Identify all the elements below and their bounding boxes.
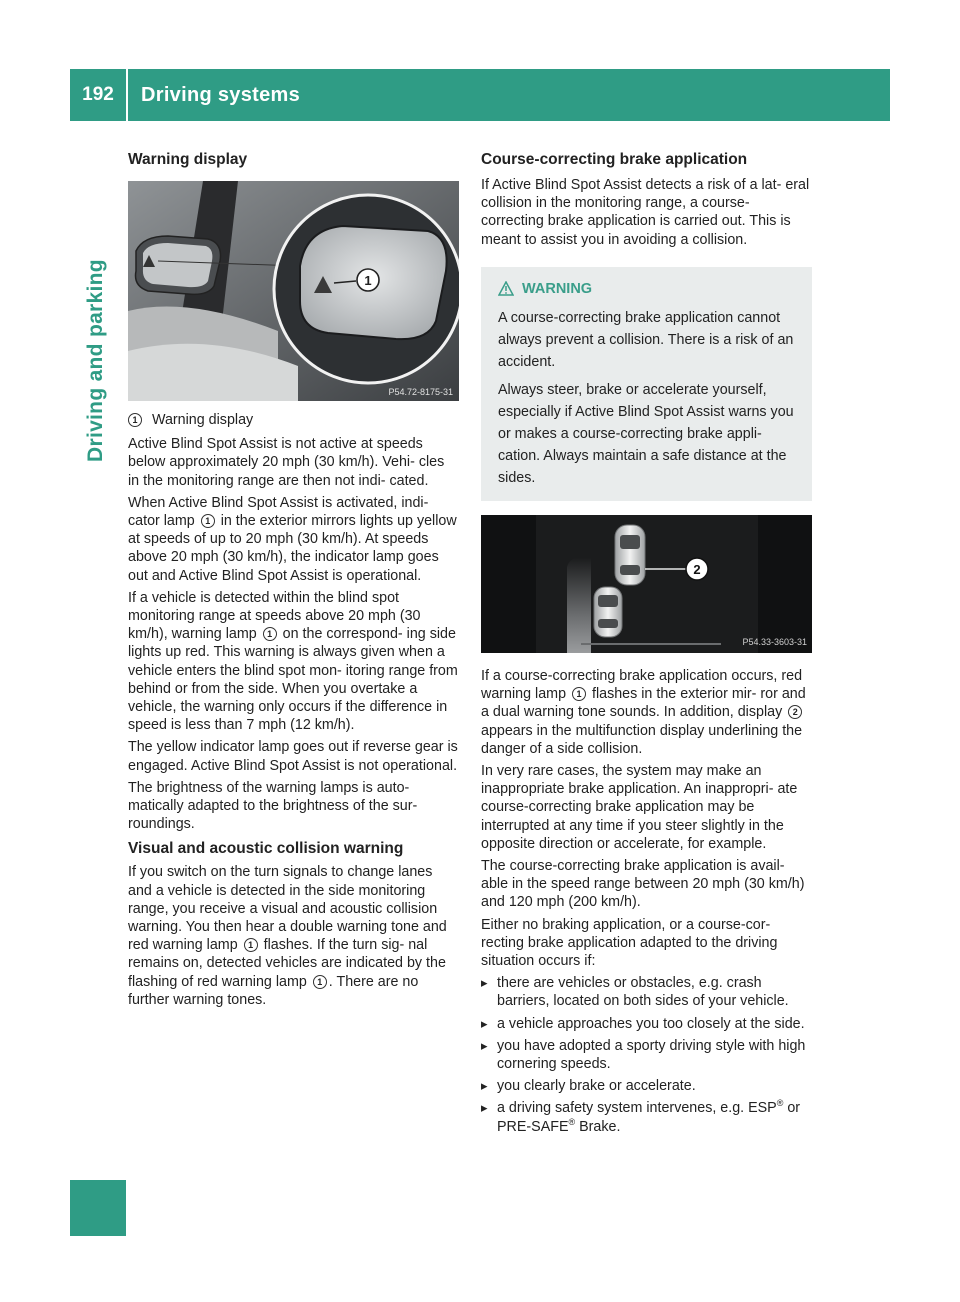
page-number: 192 [82,84,114,105]
list-item: ▸ a driving safety system intervenes, e.g. ESP® or PRE-SAFE® Brake. [481,1099,812,1135]
callout-1-marker: 1 [128,413,142,427]
header-divider [126,69,128,121]
figure-callout-1: 1 [364,273,372,288]
paragraph-course-intro: If Active Blind Spot Assist detects a risk of a lat- eral collision in the monitoring range, a course- correcting brake application is carried out. This is meant to assist you in avoiding a collision. [481,177,810,248]
figure-ref-2: P54.33-3603-31 [742,637,807,648]
callout-1-marker: 1 [313,975,327,989]
warning-header [498,280,800,298]
paragraph-reverse: The yellow indicator lamp goes out if reverse gear is engaged. Active Blind Spot Assist is not operational. [128,739,458,774]
figure-caption-text: Warning display [152,412,254,428]
list-item: ▸ you clearly brake or accelerate. [481,1077,812,1095]
visual-acoustic-heading: Visual and acoustic collision warning [128,840,404,858]
list-item: ▸ there are vehicles or obstacles, e.g. crash barriers, located on both sides of your vehicle. [481,974,812,1010]
figure-caption [128,411,459,429]
paragraph-rare-cases: In very rare cases, the system may make an inappropriate brake application. An inappropri- ate course-correcting brake application may be interrupted at any time if you steer slightly in the opposite direction or accelerate, for example. [481,763,798,852]
callout-2-marker: 2 [788,705,802,719]
paragraph-activated: When Active Blind Spot Assist is activated, indi- cator lamp 1 in the exterior mirrors lights up yellow at speeds of up to 20 mph (30 km/h). At speeds above 20 mph (30 km/h), the indicator lamp goes out and Active Blind Spot Assist is operational. [128,494,457,584]
warning-label: WARNING [522,280,593,297]
side-tab-label: Driving and parking [84,259,107,462]
warning-display-heading: Warning display [128,151,248,168]
paragraph-either: Either no braking application, or a course-cor- recting brake application adapted to the driving situation occurs if: [481,916,778,970]
paragraph-not-active: Active Blind Spot Assist is not active at speeds below approximately 20 mph (30 km/h). Vehi- cles in the monitoring range are then not indi- cated. [128,436,445,489]
warning-box [481,267,812,501]
paragraph-visual-acoustic: If you switch on the turn signals to change lanes and a vehicle is detected in the side monitoring range, you receive a visual and acoustic collision warning. You then hear a double warning tone and red warning lamp 1 flashes. If the turn sig- nal remains on, detected vehicles are indicated by the flashing of red warning lamp 1 . There are no further warning tones. [128,864,447,1008]
paragraph-brightness: The brightness of the warning lamps is auto- matically adapted to the brightness of the sur- roundings. [128,779,418,833]
list-item: ▸ a vehicle approaches you too closely at the side. [481,1015,812,1033]
callout-1-marker: 1 [201,514,215,528]
warning-text-1: A course-correcting brake application cannot always prevent a collision. There is a risk of an accident. [498,310,794,371]
callout-1-marker: 1 [263,627,277,641]
warning-text-2: Always steer, brake or accelerate yourself, especially if Active Blind Spot Assist warns you or makes a course-correcting brake appli- cation. Always maintain a safe distance at the sides. [498,382,794,487]
figure-callout-2: 2 [693,562,701,578]
page-title: Driving systems [141,84,301,106]
figure-ref: P54.72-8175-31 [388,387,453,397]
mirror-warning-figure [128,181,459,401]
callout-1-marker: 1 [572,687,586,701]
side-tab-marker [70,1180,126,1236]
paragraph-detected: If a vehicle is detected within the blind spot monitoring range at speeds above 20 mph (30 km/h), warning lamp 1 on the correspond- ing side lights up red. This warning is always given when a vehicle enters the blind spot mon- itoring range from behind or from the side. When you overtake a vehicle, the warning only occurs if the difference in speed is less than 7 mph (12 km/h). [128,589,458,734]
callout-1-marker: 1 [244,938,258,952]
left-column [128,150,459,1013]
warning-triangle-icon [498,281,514,296]
conditions-list [481,974,812,1136]
list-item: ▸ you have adopted a sporty driving style with high cornering speeds. [481,1037,812,1073]
right-column [481,150,812,1140]
paragraph-occurs: If a course-correcting brake application occurs, red warning lamp 1 flashes in the exterior mir- ror and a dual warning tone sounds. In addition, display 2 appears in the multifunction display underlining the danger of a side collision. [481,668,806,757]
multifunction-display-figure [481,515,812,653]
course-correcting-heading: Course-correcting brake application [481,151,748,168]
paragraph-speed-range: The course-correcting brake application is avail- able in the speed range between 20 mph (30 km/h) and 120 mph (200 km/h). [481,858,805,911]
